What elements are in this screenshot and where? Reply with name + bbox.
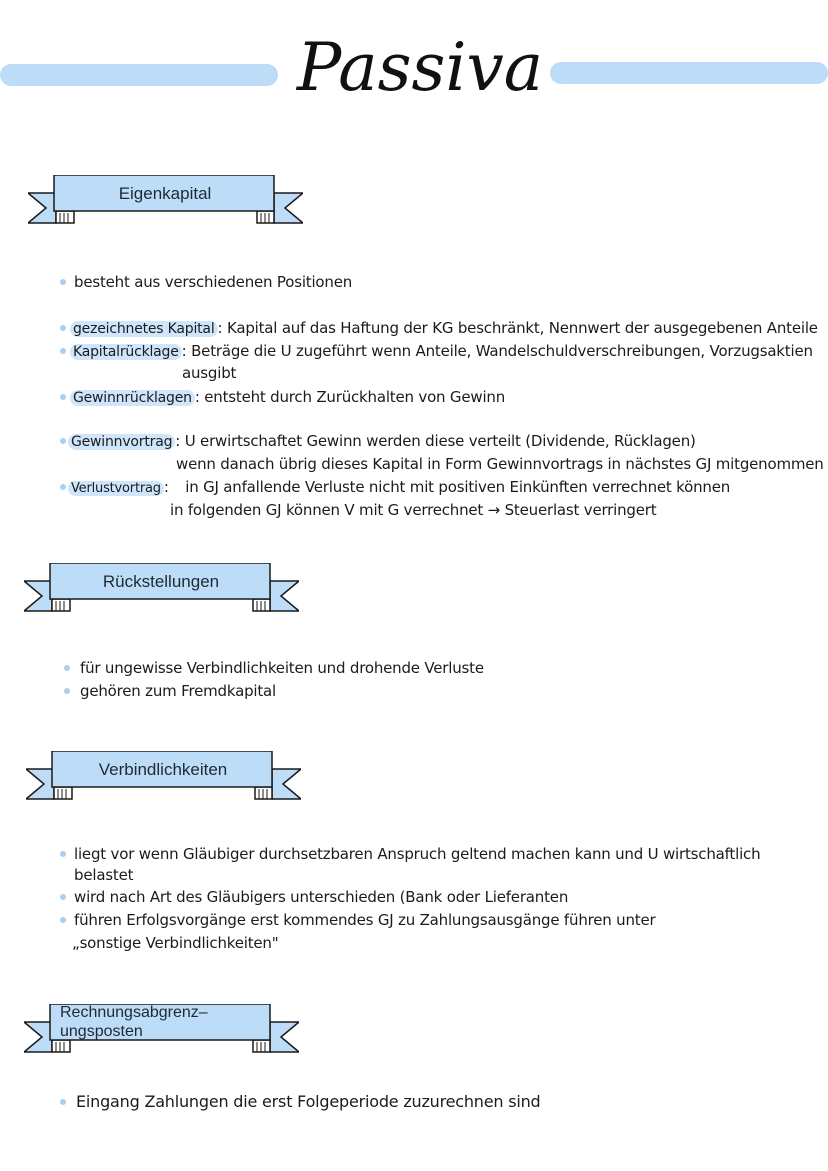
- bullet: [60, 438, 66, 444]
- text-line: besteht aus verschiedenen Positionen: [74, 273, 353, 291]
- text-line: gezeichnetes Kapital : Kapital auf das Haftung der KG beschränkt, Nennwert der ausgegebenen Anteile: [70, 317, 818, 340]
- text-line-cont: belastet: [74, 866, 134, 884]
- bullet: [60, 1099, 66, 1105]
- term-highlight: gezeichnetes Kapital: [70, 321, 218, 337]
- term-highlight: Gewinnvortrag: [68, 434, 175, 450]
- text-line: gehören zum Fremdkapital: [80, 682, 277, 700]
- text-line: Gewinnvortrag : U erwirtschaftet Gewinn werden diese verteilt (Dividende, Rücklagen): [68, 430, 696, 453]
- bullet: [60, 894, 66, 900]
- title-bar-right: [550, 62, 828, 84]
- section-heading: Verbindlichkeiten: [98, 759, 228, 779]
- title-bar-left: [0, 64, 278, 86]
- term-highlight: Gewinnrücklagen: [70, 390, 195, 406]
- bullet: [64, 688, 70, 694]
- page-title: Passiva: [296, 29, 544, 106]
- section-heading: Eigenkapital: [118, 183, 212, 203]
- ribbon-verbindlichkeiten: [26, 751, 301, 807]
- bullet: [60, 394, 66, 400]
- text-line: für ungewisse Verbindlichkeiten und drohende Verluste: [80, 659, 484, 677]
- bullet: [60, 279, 66, 285]
- text-line: Verlustvortrag : in GJ anfallende Verluste nicht mit positiven Einkünften verrechnet können: [68, 476, 730, 500]
- text-line: führen Erfolgsvorgänge erst kommendes GJ zu Zahlungsausgänge führen unter: [74, 911, 656, 929]
- text-line: liegt vor wenn Gläubiger durchsetzbaren Anspruch geltend machen kann und U wirtschaftlich: [74, 845, 761, 863]
- text-line: Eingang Zahlungen die erst Folgeperiode zuzurechnen sind: [76, 1092, 541, 1111]
- bullet: [64, 665, 70, 671]
- text-line-cont: wenn danach übrig dieses Kapital in Form Gewinnvortrags in nächstes GJ mitgenommen: [176, 455, 824, 473]
- bullet: [60, 851, 66, 857]
- text-line-cont: ausgibt: [182, 364, 237, 382]
- term-highlight: Kapitalrücklage: [70, 344, 182, 360]
- bullet: [60, 917, 66, 923]
- text-line: Kapitalrücklage : Beträge die U zugeführt wenn Anteile, Wandelschuldverschreibungen, Vorzugsaktien: [70, 340, 813, 363]
- ribbon-rap: [24, 1004, 299, 1060]
- text-line: Gewinnrücklagen : entsteht durch Zurückhalten von Gewinn: [70, 386, 505, 409]
- bullet: [60, 484, 66, 490]
- text-line-cont: in folgenden GJ können V mit G verrechnet → Steuerlast verringert: [170, 501, 657, 519]
- ribbon-rueckstellungen: [24, 563, 299, 619]
- bullet: [60, 348, 66, 354]
- ribbon-eigenkapital: [28, 175, 303, 231]
- text-line: wird nach Art des Gläubigers unterschieden (Bank oder Lieferanten: [74, 888, 569, 906]
- section-heading: Rechnungsabgrenz– ungsposten: [60, 1004, 208, 1040]
- term-highlight: Verlustvortrag: [68, 481, 164, 496]
- text-line-cont: „sonstige Verbindlichkeiten": [72, 934, 279, 952]
- bullet: [60, 325, 66, 331]
- section-heading: Rückstellungen: [102, 571, 220, 591]
